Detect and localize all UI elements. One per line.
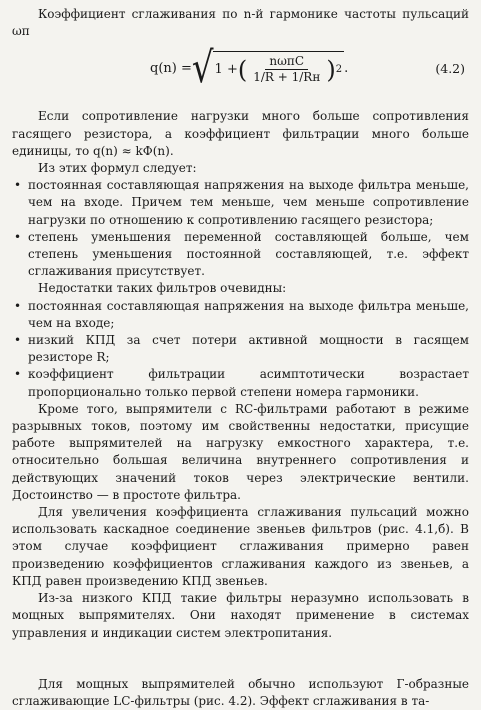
list-item: • низкий КПД за счет потери активной мощности в гасящем резисторе R; — [12, 332, 469, 366]
formula-one-plus: 1 + — [214, 62, 238, 78]
radicand — [213, 51, 345, 85]
radical-sign: √ — [191, 43, 214, 94]
formula-lhs: q(n) = — [150, 60, 192, 76]
list-item: • постоянная составляющая напряжения на выходе фильтра меньше, чем на входе. Причем тем меньше, чем меньше сопротивление нагрузки по отношению к сопротивлению гасящего резистора; — [12, 177, 469, 229]
formula-number: (4.2) — [435, 61, 465, 77]
formula-4-2 — [12, 42, 469, 102]
list-item: • коэффициент фильтрации асимптотически возрастает пропорционально только первой степени номера гармоники. — [12, 366, 469, 400]
left-paren: ( — [237, 55, 248, 84]
formula-exponent: 2 — [335, 64, 343, 76]
paragraph-intro: Коэффициент сглаживания по n-й гармонике частоты пульсаций ωп — [12, 7, 469, 39]
sqrt — [191, 43, 344, 94]
list-item: • степень уменьшения переменной составляющей больше, чем степень уменьшения постоянной составляющей, т.е. эффект сглаживания присутствует. — [12, 229, 469, 281]
section-gap — [12, 642, 469, 676]
list-drawbacks — [12, 298, 469, 401]
paragraph-lc-filters: Для мощных выпрямителей обычно используют Г-образные сглаживающие LC-фильтры (рис. 4.2). Эффект сглаживания в та- — [12, 676, 469, 708]
paragraph-cascade: Для увеличения коэффициента сглаживания пульсаций можно использовать каскадное соединение звеньев фильтров (рис. 4.1,б). В этом случае коэффициент сглаживания примерно равен произведению коэффициентов сглаживания каждого из звеньев, а КПД равен произведению КПД звеньев. — [12, 505, 469, 588]
paragraph-after-formula: Если сопротивление нагрузки много больше сопротивления гасящего резистора, а коэффициент фильтрации много больше единицы, то q(n) ≈ kФ(n). — [12, 109, 469, 158]
paragraph-low-efficiency: Из-за низкого КПД такие фильтры неразумно использовать в мощных выпрямителях. Они находят применение в системах управления и индикации систем электропитания. — [12, 591, 469, 640]
fraction-numerator: nωпC — [265, 54, 308, 70]
fraction — [249, 54, 324, 85]
paragraph-follows: Из этих формул следует: — [38, 161, 197, 176]
paragraph-drawbacks: Недостатки таких фильтров очевидны: — [38, 281, 287, 296]
fraction-denominator: 1/R + 1/Rн — [253, 70, 321, 85]
paragraph-rc-filters: Кроме того, выпрямители с RC-фильтрами работают в режиме разрывных токов, поэтому им свойственны недостатки, присущие работе выпрямителей на нагрузку емкостного характера, т.е. относительно большая величина внутреннего сопротивления и действующих значений токов через электрические вентили. Достоинство — в простоте фильтра. — [12, 401, 469, 502]
list-item: • постоянная составляющая напряжения на выходе фильтра меньше, чем на входе; — [12, 298, 469, 332]
formula-expression — [150, 43, 349, 94]
formula-end-dot: . — [344, 60, 349, 76]
list-conclusions — [12, 177, 469, 280]
right-paren: ) — [326, 55, 336, 84]
